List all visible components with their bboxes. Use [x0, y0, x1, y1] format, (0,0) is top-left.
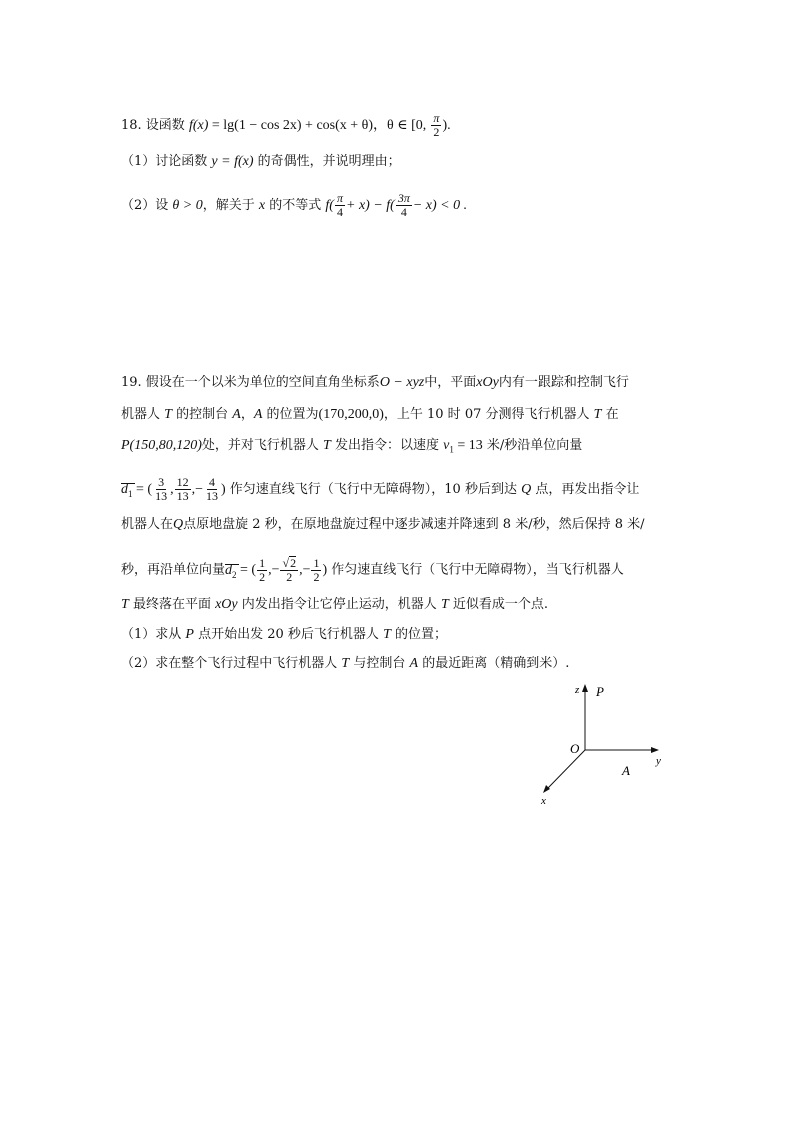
x-axis-arrowhead: [543, 785, 550, 793]
label-z: z: [575, 684, 580, 696]
q19-part1: （1）求从 P 点开始出发 20 秒后飞行机器人 T 的位置；: [121, 627, 448, 642]
fraction-1-2: $\frac{1}{2}$: [259, 555, 266, 584]
vector-d1: $d_1$: [121, 481, 133, 503]
vector-d2: $d_2$: [225, 562, 237, 584]
q19-line6: 秒，再沿单位向量$d_2$ = ( $\frac{1}{2}$ ,− $\frac{√2}{2}$ ,− $\frac{1}{2}$ ) 作匀速直线飞行（飞行中无障碍物），当飞行机器人: [121, 555, 624, 584]
fraction-pi-over-4: $\frac{\pi}{4}$: [336, 191, 343, 219]
fraction-12-13: $\frac{12}{13}$: [176, 475, 189, 503]
label-y: y: [656, 755, 661, 767]
fraction-4-13: $\frac{4}{13}$: [205, 475, 218, 503]
fraction-sqrt2-2: $\frac{√2}{2}$: [282, 556, 297, 584]
q18-stem: 18. 设函数 f(x) = lg(1 − cos 2x) + cos(x + θ)，θ ∈ [0, $\frac{\pi}{2}$ ).: [121, 111, 451, 139]
label-x: x: [541, 795, 546, 807]
z-axis-arrowhead: [582, 684, 588, 692]
q19-line3: P(150,80,120)处，并对飞行机器人 T 发出指令：以速度 $v_1 = 13$ 米/秒沿单位向量: [121, 438, 583, 455]
label-p: P: [596, 684, 604, 699]
q19-line5: 机器人在Q点原地盘旋 2 秒，在原地盘旋过程中逐步减速并降速到 8 米/秒，然后保持 8 米/: [121, 517, 645, 532]
fraction-3-13: $\frac{3}{13}$: [155, 475, 168, 503]
q19-line2: 机器人 T 的控制台 A，A 的位置为(170,200,0)，上午 10 时 07 分测得飞行机器人 T 在: [121, 407, 619, 422]
q19-part2: （2）求在整个飞行过程中飞行机器人 T 与控制台 A 的最近距离（精确到米）.: [121, 656, 570, 671]
q19-line1: 19. 假设在一个以米为单位的空间直角坐标系O − xyz中，平面xOy内有一跟踪和控制飞行: [121, 375, 629, 390]
q18-part2: （2）设 θ > 0，解关于 x 的不等式 f( $\frac{\pi}{4}$ + x) − f( $\frac{3\pi}{4}$ − x) < 0 .: [121, 191, 468, 219]
fraction-1-2-b: $\frac{1}{2}$: [313, 555, 320, 584]
label-a: A: [622, 763, 630, 778]
y-axis-arrowhead: [651, 747, 659, 753]
x-axis: [548, 750, 585, 788]
fraction-pi-over-2: $\frac{\pi}{2}$: [433, 111, 440, 139]
q18-part1: （1）讨论函数 y = f(x) 的奇偶性，并说明理由；: [121, 154, 401, 169]
fraction-3pi-over-4: $\frac{3\pi}{4}$: [397, 191, 410, 219]
q19-line7: T 最终落在平面 xOy 内发出指令让它停止运动，机器人 T 近似看成一个点.: [121, 597, 549, 612]
label-o: O: [570, 741, 580, 756]
coordinate-axes-figure: [530, 676, 680, 808]
q19-line4: $d_1$ = ( $\frac{3}{13}$ , $\frac{12}{13}$ ,− $\frac{4}{13}$ ) 作匀速直线飞行（飞行中无障碍物），10 秒后到达 Q 点，再发出指令让: [121, 475, 640, 503]
